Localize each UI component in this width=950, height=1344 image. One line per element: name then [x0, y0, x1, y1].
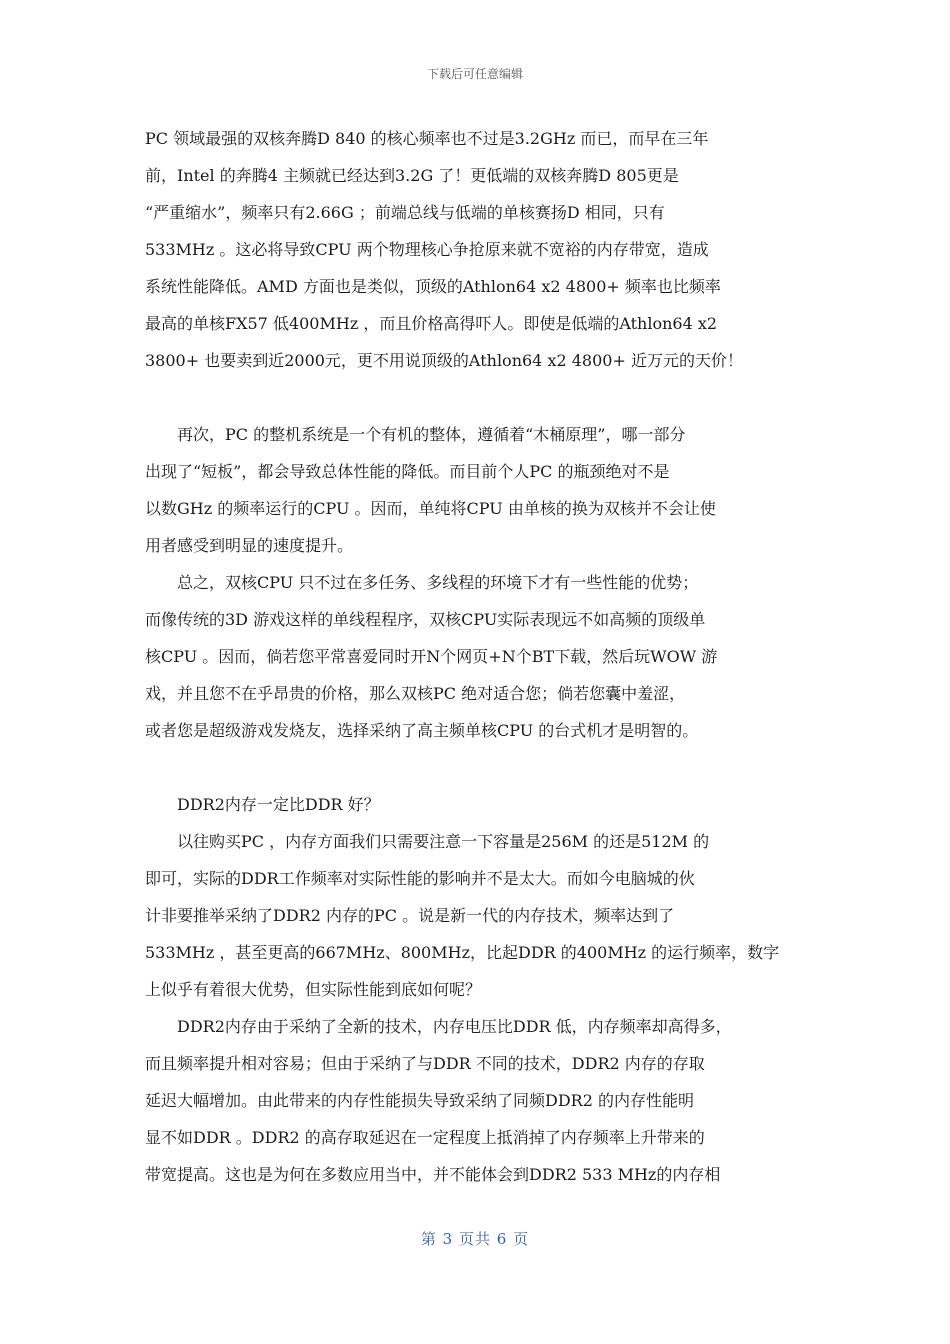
text-line: 即可，实际的DDR工作频率对实际性能的影响并不是太大。而如今电脑城的伙	[145, 869, 695, 888]
text-line: 带宽提高。这也是为何在多数应用当中，并不能体会到DDR2 533 MHz的内存相	[145, 1165, 721, 1184]
text-line: 3800+ 也要卖到近2000元，更不用说顶级的Athlon64 x2 4800+ 近万元的天价！	[145, 351, 743, 370]
paragraph-memory-purchase	[145, 823, 820, 1008]
page-number-footer: 第 3 页共 6 页	[420, 1230, 530, 1248]
text-line: 最高的单核FX57 低400MHz ，而且价格高得吓人。即使是低端的Athlon64 x2	[145, 314, 718, 333]
text-line: 或者您是超级游戏发烧友，选择采纳了高主频单核CPU 的台式机才是明智的。	[145, 721, 699, 740]
text-line: 总之，双核CPU 只不过在多任务、多线程的环境下才有一些性能的优势；	[145, 573, 699, 592]
text-line: 显不如DDR 。DDR2 的高存取延迟在一定程度上抵消掉了内存频率上升带来的	[145, 1128, 705, 1147]
text-line: 以往购买PC ，内存方面我们只需要注意一下容量是256M 的还是512M 的	[145, 832, 710, 851]
paragraph-spacer	[145, 379, 820, 416]
paragraph-spacer	[145, 749, 820, 786]
text-line: 延迟大幅增加。由此带来的内存性能损失导致采纳了同频DDR2 的内存性能明	[145, 1091, 694, 1110]
paragraph-system-bottleneck	[145, 416, 820, 564]
text-line: 而且频率提升相对容易；但由于采纳了与DDR 不同的技术，DDR2 内存的存取	[145, 1054, 705, 1073]
text-line: 再次，PC 的整机系统是一个有机的整体，遵循着“木桶原理”，哪一部分	[145, 425, 686, 444]
paragraph-ddr2-latency	[145, 1008, 820, 1193]
text-line: 533MHz ，甚至更高的667MHz、800MHz，比起DDR 的400MHz 的运行频率，数字	[145, 943, 780, 962]
text-line: 前，Intel 的奔腾4 主频就已经达到3.2G 了！更低端的双核奔腾D 805更是	[145, 166, 679, 185]
text-line: 系统性能降低。AMD 方面也是类似，顶级的Athlon64 x2 4800+ 频率也比频率	[145, 277, 721, 296]
text-line: 核CPU 。因而，倘若您平常喜爱同时开N个网页+N个BT下载，然后玩WOW 游	[145, 647, 718, 666]
text-line: 而像传统的3D 游戏这样的单线程程序，双核CPU实际表现远不如高频的顶级单	[145, 610, 706, 629]
paragraph-dual-core-frequency	[145, 120, 820, 379]
text-line: 533MHz 。这必将导致CPU 两个物理核心争抢原来就不宽裕的内存带宽，造成	[145, 240, 709, 259]
page-header: 下载后可任意编辑	[426, 67, 523, 81]
text-line: DDR2内存由于采纳了全新的技术，内存电压比DDR 低，内存频率却高得多，	[145, 1017, 732, 1036]
section-heading-ddr2	[145, 786, 820, 823]
text-line: 计非要推举采纳了DDR2 内存的PC 。说是新一代的内存技术，频率达到了	[145, 906, 675, 925]
text-line: “严重缩水”，频率只有2.66G ；前端总线与低端的单核赛扬D 相同，只有	[145, 203, 665, 222]
text-line: 出现了“短板”，都会导致总体性能的降低。而目前个人PC 的瓶颈绝对不是	[145, 462, 670, 481]
heading-line: DDR2内存一定比DDR 好？	[145, 795, 380, 814]
text-line: PC 领域最强的双核奔腾D 840 的核心频率也不过是3.2GHz 而已，而早在三年	[145, 129, 709, 148]
text-line: 戏，并且您不在乎昂贵的价格，那么双核PC 绝对适合您；倘若您囊中羞涩，	[145, 684, 686, 703]
document-body	[145, 120, 820, 1193]
text-line: 以数GHz 的频率运行的CPU 。因而，单纯将CPU 由单核的换为双核并不会让使	[145, 499, 716, 518]
text-line: 用者感受到明显的速度提升。	[145, 536, 354, 555]
paragraph-conclusion	[145, 564, 820, 749]
text-line: 上似乎有着很大优势，但实际性能到底如何呢？	[145, 980, 482, 999]
